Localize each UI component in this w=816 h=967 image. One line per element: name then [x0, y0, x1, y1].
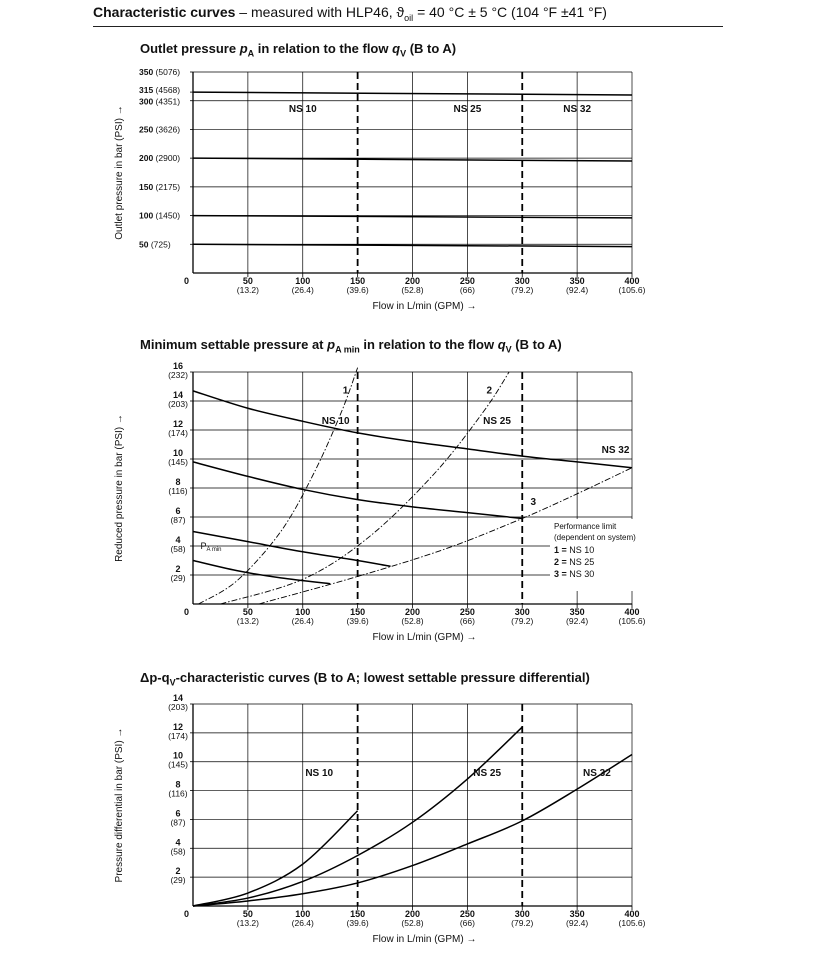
y-tick-label: 6 — [175, 808, 181, 819]
x-tick-label: 400 — [624, 276, 640, 286]
legend-subtitle: (dependent on system) — [554, 533, 636, 542]
y-tick-sublabel: (203) — [168, 702, 188, 712]
x-tick-sublabel: (26.4) — [291, 616, 314, 626]
x-tick-sublabel: (26.4) — [291, 918, 314, 928]
x-tick-label: 300 — [514, 276, 530, 286]
y-tick-label: 8 — [175, 477, 181, 487]
x-tick-sublabel: (13.2) — [236, 285, 259, 295]
y-tick-sublabel: (145) — [168, 759, 188, 770]
y-axis-label: Outlet pressure in bar (PSI) → — [114, 105, 125, 240]
dp-chart-title: $\Delta p-q_V$-characteristic curves (B to A; lowest settable pressure differential) — [140, 670, 590, 688]
legend-item: 1 = NS 10 — [554, 545, 595, 555]
x-tick-label: 250 — [459, 607, 475, 617]
y-tick-label: 16 — [172, 361, 184, 371]
x-axis-label: Flow in L/min (GPM) → — [372, 301, 477, 312]
y-tick-sublabel: (87) — [170, 817, 186, 828]
y-tick-label: 250 (3626) — [139, 124, 181, 135]
curve-label: 3 — [530, 497, 537, 509]
y-tick-label: 14 — [172, 693, 184, 703]
y-tick-label: 50 (725) — [139, 239, 171, 250]
y-tick-sublabel: (58) — [170, 544, 186, 554]
y-tick-sublabel: (145) — [168, 457, 188, 467]
x-tick-label: 200 — [404, 909, 421, 919]
pmin-label: $P_{A min}$ — [200, 540, 222, 553]
y-tick-label: 6 — [175, 506, 181, 516]
x-tick-sublabel: (39.6) — [346, 918, 369, 928]
y-tick-sublabel: (58) — [170, 846, 186, 857]
curve-label: NS 25 — [483, 415, 511, 427]
legend-title: Performance limit — [554, 522, 617, 531]
x-tick-label: 150 — [350, 909, 366, 919]
y-tick-sublabel: (116) — [168, 788, 188, 799]
x-tick-label: 0 — [183, 276, 189, 286]
legend-item: 3 = NS 30 — [554, 569, 595, 579]
y-tick-label: 300 (4351) — [139, 96, 181, 107]
y-tick-sublabel: (203) — [168, 399, 188, 409]
x-tick-label: 350 — [569, 276, 585, 286]
x-tick-sublabel: (79.2) — [511, 918, 534, 928]
x-tick-label: 400 — [624, 607, 640, 617]
x-tick-label: 200 — [404, 276, 421, 286]
x-tick-sublabel: (105.6) — [618, 616, 646, 626]
y-tick-label: 12 — [172, 721, 184, 732]
x-tick-label: 300 — [514, 607, 530, 617]
y-tick-sublabel: (174) — [168, 730, 188, 741]
y-tick-label: 12 — [172, 419, 184, 429]
x-tick-label: 0 — [183, 909, 189, 919]
x-tick-sublabel: (39.6) — [346, 616, 369, 626]
curve-label: NS 32 — [563, 104, 592, 116]
x-tick-sublabel: (105.6) — [618, 285, 646, 295]
x-tick-sublabel: (39.6) — [346, 285, 369, 295]
header-subtitle-prefix: – measured with HLP46, ϑ — [235, 4, 405, 20]
y-tick-sublabel: (174) — [168, 428, 188, 438]
x-tick-sublabel: (66) — [459, 918, 475, 928]
curve-label: NS 32 — [582, 767, 611, 779]
x-tick-sublabel: (92.4) — [566, 285, 589, 295]
y-tick-label: 2 — [175, 866, 181, 877]
x-tick-label: 250 — [459, 276, 475, 286]
curve-label: NS 32 — [601, 444, 630, 456]
x-tick-sublabel: (66) — [459, 285, 475, 295]
curve-label: NS 25 — [453, 104, 482, 116]
x-tick-sublabel: (79.2) — [511, 285, 534, 295]
header-subtitle-suffix: = 40 °C ± 5 °C (104 °F ±41 °F) — [413, 4, 607, 20]
y-tick-label: 150 (2175) — [139, 181, 181, 192]
x-tick-label: 200 — [404, 607, 421, 617]
curve-label: NS 10 — [288, 104, 317, 116]
curve-label: 1 — [342, 385, 349, 397]
x-tick-label: 0 — [183, 607, 189, 617]
legend-item: 2 = NS 25 — [554, 557, 595, 567]
y-tick-label: 315 (4568) — [139, 85, 181, 96]
y-tick-label: 2 — [175, 564, 181, 574]
x-tick-sublabel: (52.8) — [401, 616, 424, 626]
x-tick-label: 300 — [514, 909, 530, 919]
y-tick-sublabel: (29) — [170, 573, 186, 583]
x-tick-label: 350 — [569, 607, 585, 617]
y-tick-sublabel: (29) — [170, 875, 186, 886]
x-tick-sublabel: (92.4) — [566, 918, 589, 928]
x-tick-label: 100 — [295, 607, 311, 617]
curve-label: 2 — [486, 385, 493, 397]
y-axis-label: Reduced pressure in bar (PSI) → — [114, 414, 125, 562]
x-tick-sublabel: (52.8) — [401, 918, 424, 928]
series-line — [193, 811, 358, 906]
x-tick-sublabel: (26.4) — [291, 285, 314, 295]
x-axis-label: Flow in L/min (GPM) → — [372, 632, 477, 643]
y-tick-label: 200 (2900) — [139, 153, 181, 164]
x-axis-label: Flow in L/min (GPM) → — [372, 934, 477, 945]
x-tick-sublabel: (79.2) — [511, 616, 534, 626]
y-tick-label: 350 (5076) — [139, 67, 181, 77]
x-tick-sublabel: (105.6) — [618, 918, 646, 928]
x-tick-sublabel: (13.2) — [236, 616, 259, 626]
y-tick-label: 4 — [175, 837, 181, 848]
y-tick-label: 8 — [175, 779, 181, 790]
y-tick-label: 10 — [172, 750, 184, 761]
curve-label: NS 25 — [473, 767, 502, 779]
header-title: Characteristic curves — [93, 4, 236, 20]
minpressure-chart-title: Minimum settable pressure at $p_{A min}$ in relation to the flow $q_V$ (B to A) — [140, 337, 562, 355]
y-tick-label: 14 — [172, 390, 184, 400]
x-tick-label: 150 — [350, 607, 366, 617]
x-tick-label: 350 — [569, 909, 585, 919]
curve-label: NS 10 — [305, 767, 334, 779]
y-tick-sublabel: (87) — [170, 515, 186, 525]
y-tick-sublabel: (232) — [168, 370, 188, 380]
y-tick-label: 4 — [175, 535, 181, 545]
x-tick-label: 50 — [242, 607, 253, 617]
x-tick-label: 150 — [350, 276, 366, 286]
x-tick-sublabel: (13.2) — [236, 918, 259, 928]
x-tick-label: 100 — [295, 276, 311, 286]
y-tick-label: 100 (1450) — [139, 210, 181, 221]
x-tick-label: 50 — [242, 276, 253, 286]
x-tick-sublabel: (52.8) — [401, 285, 424, 295]
outlet-chart-title: Outlet pressure $p_A$ in relation to the flow $q_V$ (B to A) — [140, 41, 457, 59]
curve-label: NS 10 — [321, 415, 350, 427]
y-tick-label: 10 — [172, 448, 184, 458]
x-tick-label: 100 — [295, 909, 311, 919]
x-tick-label: 400 — [624, 909, 640, 919]
x-tick-sublabel: (92.4) — [566, 616, 589, 626]
header-subtitle-sub: oil — [404, 12, 414, 23]
y-tick-sublabel: (116) — [168, 486, 188, 496]
x-tick-sublabel: (66) — [459, 616, 475, 626]
x-tick-label: 250 — [459, 909, 475, 919]
y-axis-label: Pressure differential in bar (PSI) → — [114, 727, 125, 883]
x-tick-label: 50 — [242, 909, 253, 919]
